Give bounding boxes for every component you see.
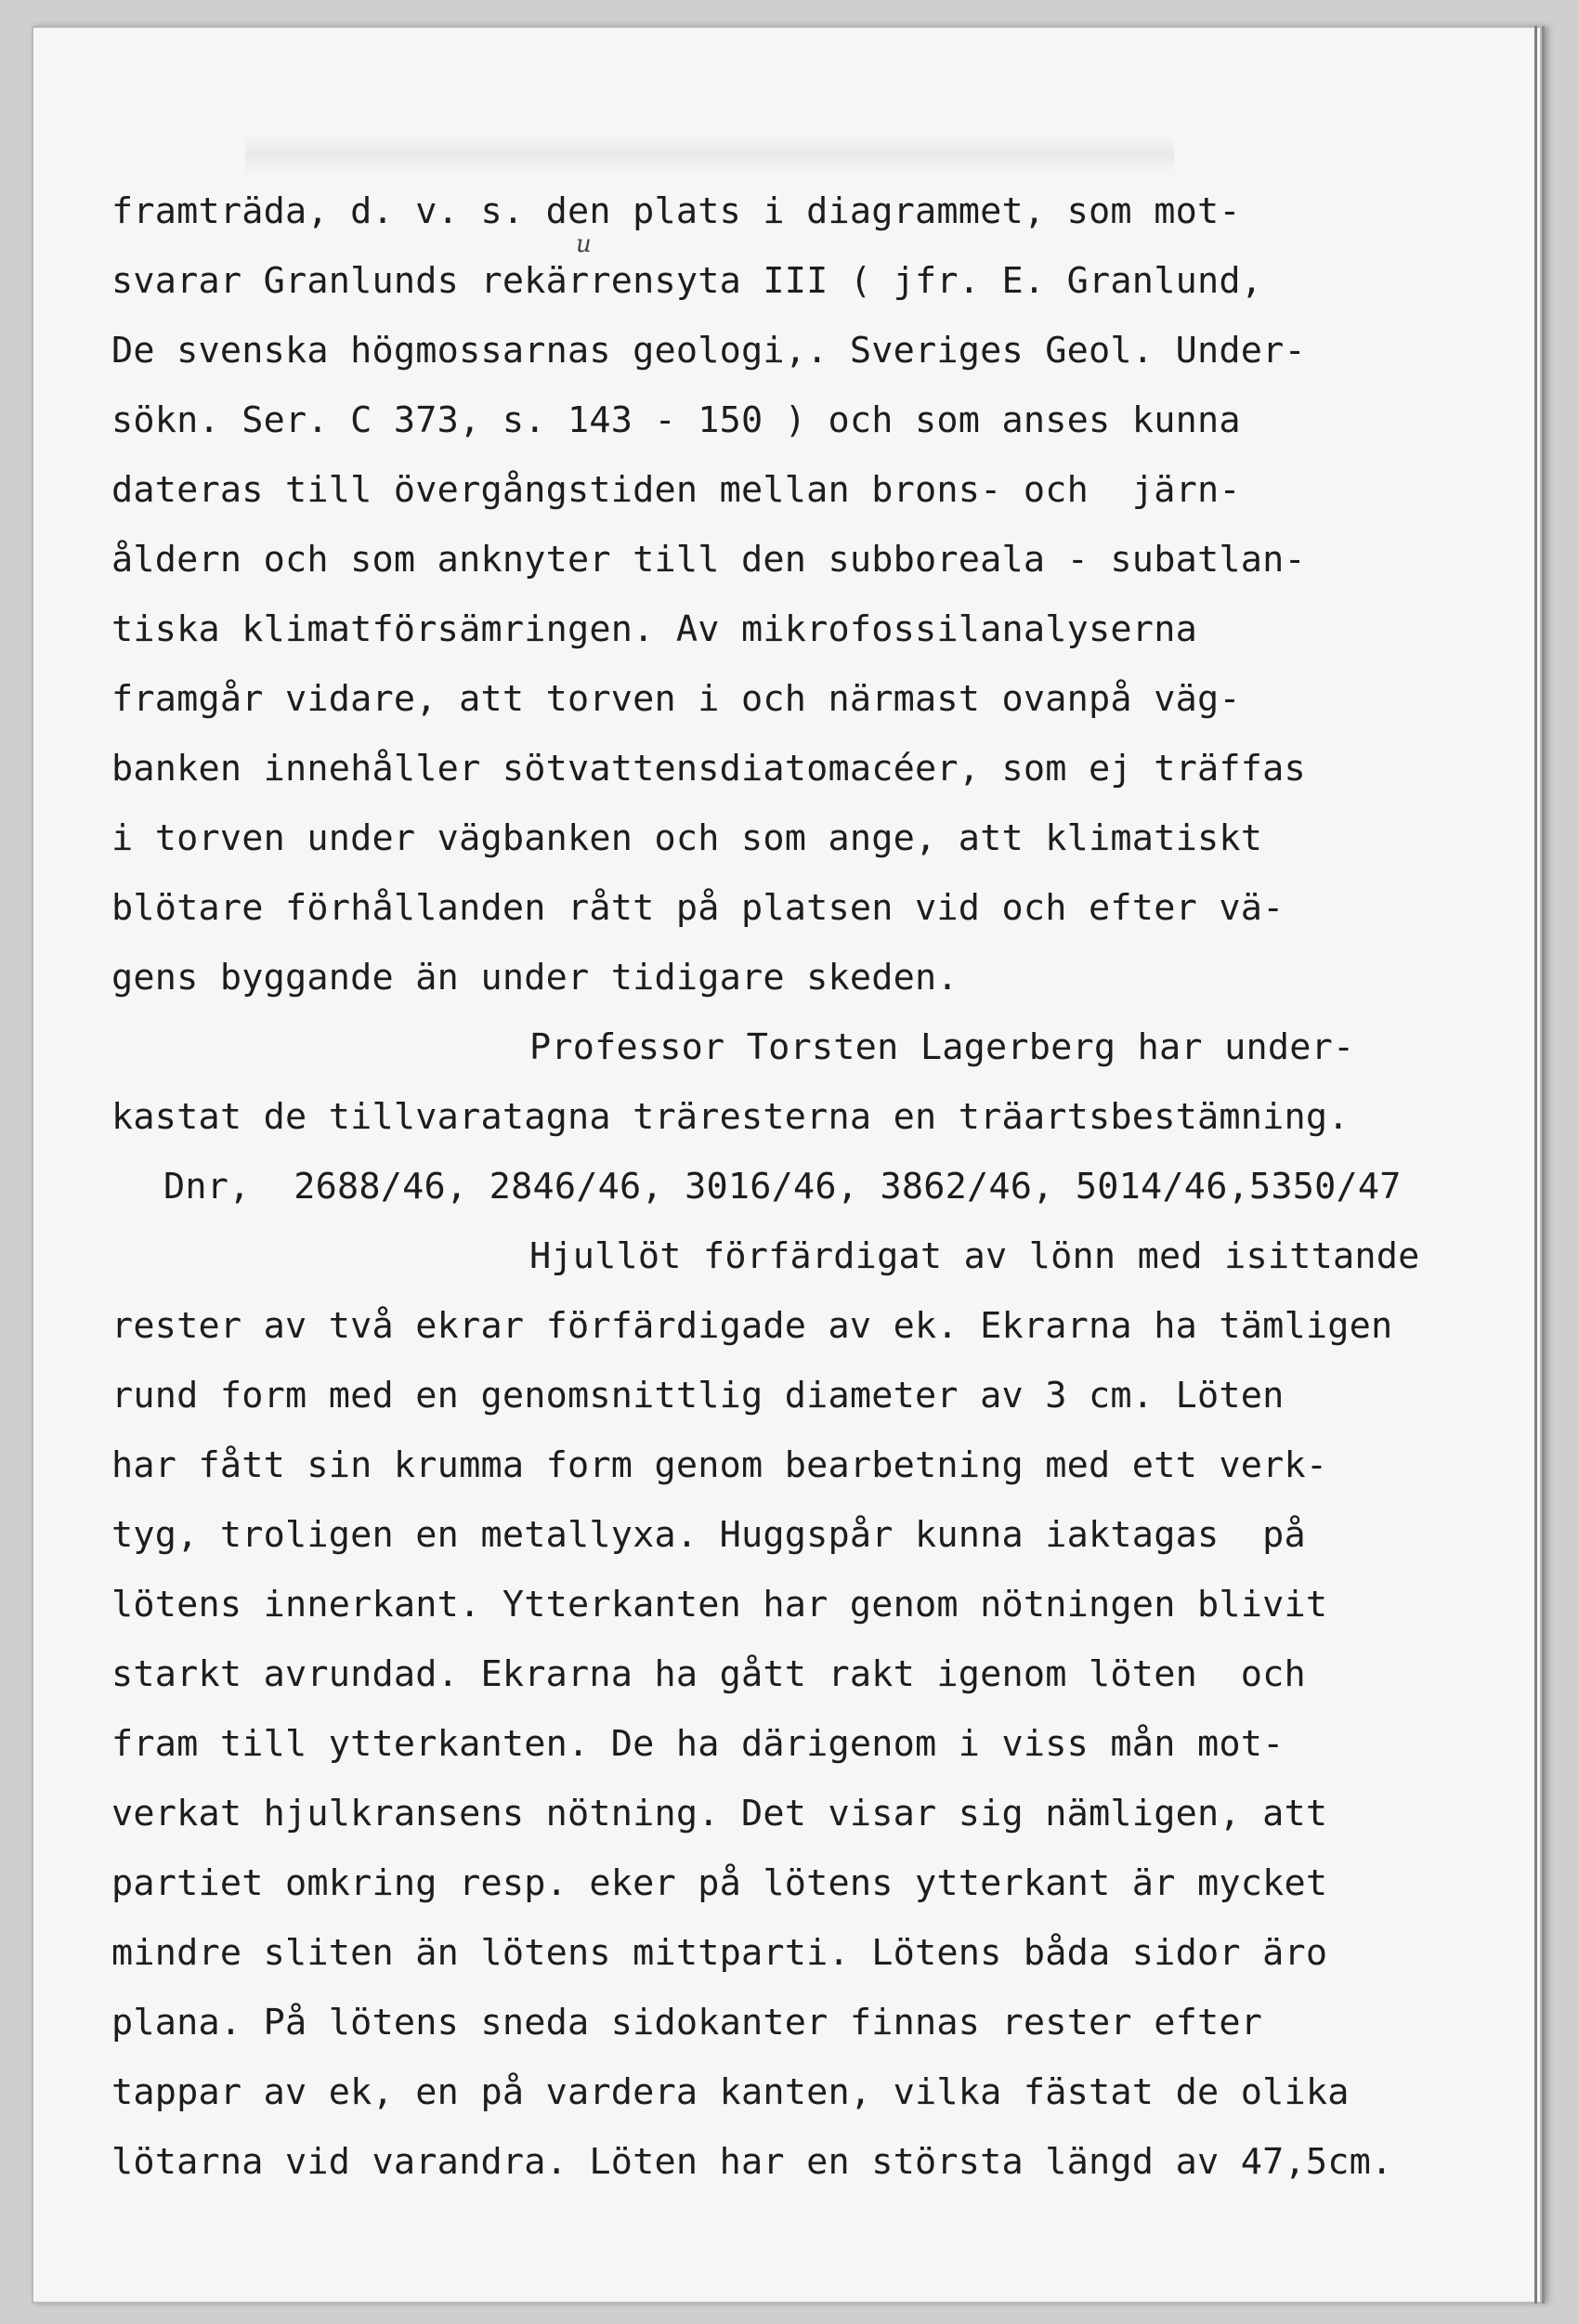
text-line: partiet omkring resp. eker på lötens ytterkant är mycket [111, 1862, 1328, 1904]
text-line: mindre sliten än lötens mittparti. Lötens båda sidor äro [111, 1932, 1328, 1974]
paragraph-start-line: Hjullöt förfärdigat av lönn med isittande [529, 1235, 1420, 1277]
text-line: gens byggande än under tidigare skeden. [111, 957, 959, 999]
text-line: lötarna vid varandra. Löten har en största längd av 47,5cm. [111, 2141, 1393, 2183]
text-line: i torven under vägbanken och som ange, att klimatiskt [111, 817, 1263, 859]
text-line: blötare förhållanden rått på platsen vid och efter vä- [111, 887, 1285, 929]
text-line: dateras till övergångstiden mellan brons- och järn- [111, 469, 1241, 511]
text-line: starkt avrundad. Ekrarna ha gått rakt igenom löten och [111, 1653, 1306, 1695]
text-line: lötens innerkant. Ytterkanten har genom nötningen blivit [111, 1584, 1328, 1625]
text-line: framträda, d. v. s. den plats i diagrammet, som mot- [111, 190, 1241, 232]
text-line: De svenska högmossarnas geologi,. Sveriges Geol. Under- [111, 330, 1306, 372]
paragraph-start-line: Professor Torsten Lagerberg har under- [529, 1026, 1355, 1068]
typewritten-body [111, 176, 1542, 2197]
text-line: verkat hjulkransens nötning. Det visar sig nämligen, att [111, 1793, 1328, 1834]
dnr-reference-line: Dnr, 2688/46, 2846/46, 3016/46, 3862/46, 5014/46,5350/47 [163, 1166, 1402, 1208]
text-line: banken innehåller sötvattensdiatomacéer, som ej träffas [111, 748, 1306, 790]
text-line: tiska klimatförsämringen. Av mikrofossilanalyserna [111, 608, 1197, 650]
text-line: tyg, troligen en metallyxa. Huggspår kunna iaktagas på [111, 1514, 1306, 1556]
text-line: rund form med en genomsnittlig diameter av 3 cm. Löten [111, 1375, 1285, 1417]
handwritten-correction: u [576, 230, 592, 258]
text-line: kastat de tillvaratagna träresterna en träartsbestämning. [111, 1096, 1350, 1138]
text-line: tappar av ek, en på vardera kanten, vilka fästat de olika [111, 2071, 1350, 2113]
bleed-through-band [245, 136, 1174, 176]
text-line: plana. På lötens sneda sidokanter finnas rester efter [111, 2002, 1263, 2043]
text-line: åldern och som anknyter till den subboreala - subatlan- [111, 539, 1306, 581]
text-line: sökn. Ser. C 373, s. 143 - 150 ) och som anses kunna [111, 399, 1241, 441]
text-line: framgår vidare, att torven i och närmast ovanpå väg- [111, 678, 1241, 720]
text-line: rester av två ekrar förfärdigade av ek. Ekrarna ha tämligen [111, 1305, 1393, 1347]
text-line: har fått sin krumma form genom bearbetning med ett verk- [111, 1444, 1328, 1486]
text-line: fram till ytterkanten. De ha därigenom i viss mån mot- [111, 1723, 1285, 1765]
text-line: svarar Granlunds rekärrensyta III ( jfr. E. Granlund, [111, 260, 1263, 302]
